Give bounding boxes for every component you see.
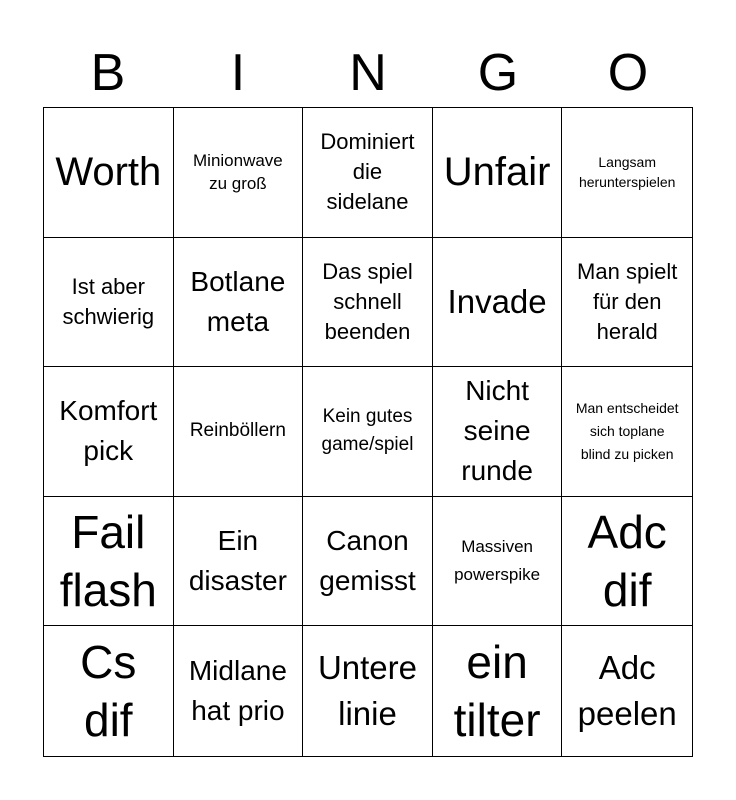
cell-text: Nicht seine runde — [461, 375, 533, 487]
cell-text: Massiven powerspike — [454, 537, 541, 585]
bingo-cell[interactable] — [174, 367, 304, 497]
bingo-cell[interactable] — [44, 367, 174, 497]
bingo-cell[interactable] — [303, 626, 433, 756]
bingo-cell[interactable] — [562, 367, 692, 497]
cell-text: Untere linie — [317, 649, 418, 733]
bingo-cell[interactable] — [44, 626, 174, 756]
cell-text: Langsam herunterspielen — [578, 154, 676, 191]
bingo-header — [43, 40, 693, 106]
cell-text: Man entscheidet sich toplane blind zu picken — [575, 399, 679, 462]
cell-text: Cs dif — [80, 636, 137, 747]
header-letter-o: O — [607, 44, 649, 102]
bingo-cell[interactable] — [303, 238, 433, 368]
bingo-cell[interactable] — [174, 238, 304, 368]
bingo-cell[interactable] — [562, 497, 692, 627]
cell-text: Adc peelen — [577, 649, 677, 733]
bingo-cell[interactable] — [44, 497, 174, 627]
cell-text: Canon gemisst — [319, 525, 416, 597]
bingo-cell[interactable] — [433, 108, 563, 238]
cell-text: Invade — [447, 282, 547, 320]
bingo-cell[interactable] — [562, 626, 692, 756]
cell-text: Das spiel schnell beenden — [322, 258, 413, 344]
bingo-cell[interactable] — [174, 108, 304, 238]
cell-text: Fail flash — [59, 506, 157, 617]
header-letter-b: B — [90, 44, 126, 102]
cell-text: Unfair — [443, 150, 551, 195]
header-letter-n: N — [349, 44, 387, 102]
cell-text: Adc dif — [587, 506, 667, 617]
bingo-cell[interactable] — [433, 626, 563, 756]
bingo-cell[interactable] — [303, 108, 433, 238]
cell-text: Worth — [55, 150, 162, 195]
bingo-cell[interactable] — [44, 238, 174, 368]
bingo-grid — [43, 107, 693, 757]
bingo-cell[interactable] — [562, 108, 692, 238]
bingo-cell[interactable] — [174, 626, 304, 756]
cell-text: Botlane meta — [190, 265, 286, 337]
bingo-cell[interactable] — [44, 108, 174, 238]
bingo-cell[interactable] — [174, 497, 304, 627]
cell-text: Midlane hat prio — [188, 655, 287, 727]
cell-text: Komfort pick — [59, 395, 158, 467]
bingo-cell[interactable] — [433, 238, 563, 368]
cell-text: Minionwave zu groß — [193, 151, 283, 194]
cell-text: ein tilter — [453, 636, 541, 747]
bingo-cell[interactable] — [562, 238, 692, 368]
bingo-cell[interactable] — [433, 367, 563, 497]
header-letter-g: G — [477, 44, 519, 102]
bingo-cell[interactable] — [303, 367, 433, 497]
bingo-cell[interactable] — [433, 497, 563, 627]
cell-text: Ein disaster — [188, 525, 287, 597]
cell-text: Ist aber schwierig — [62, 273, 155, 329]
cell-text: Man spielt für den herald — [577, 258, 678, 344]
header-letter-i: I — [230, 44, 246, 102]
cell-text: Dominiert die sidelane — [320, 129, 415, 215]
bingo-cell[interactable] — [303, 497, 433, 627]
cell-text: Reinböllern — [189, 420, 286, 442]
cell-text: Kein gutes game/spiel — [321, 406, 414, 456]
